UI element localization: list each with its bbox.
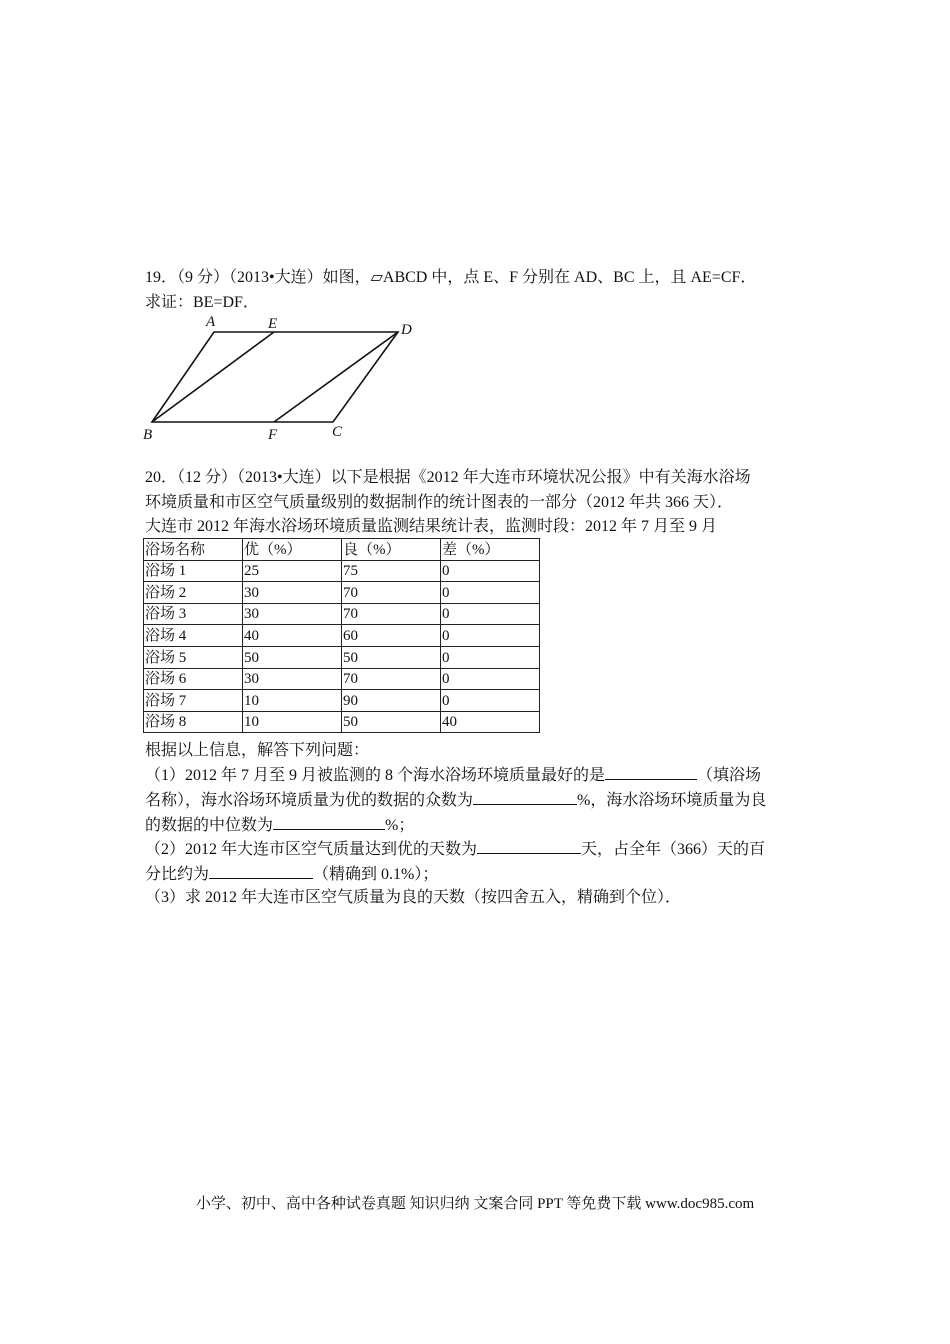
table-cell: 0: [441, 690, 540, 712]
table-cell: 0: [441, 625, 540, 647]
table-cell: 50: [342, 646, 441, 668]
q20-part1-text-e: 的数据的中位数为: [145, 817, 274, 834]
table-header-cell: 良（%）: [342, 539, 441, 561]
label-c: C: [332, 424, 343, 440]
q20-part2-line2: [145, 864, 438, 885]
table-cell: 30: [243, 582, 342, 604]
table-cell: 浴场 5: [144, 646, 243, 668]
table-cell: 浴场 3: [144, 603, 243, 625]
q20-intro: 根据以上信息，解答下列问题：: [145, 742, 370, 759]
table-cell: 70: [342, 668, 441, 690]
table-cell: 浴场 8: [144, 711, 243, 733]
table-cell: 50: [342, 711, 441, 733]
table-cell: 30: [243, 668, 342, 690]
table-cell: 60: [342, 625, 441, 647]
table-cell: 浴场 2: [144, 582, 243, 604]
label-d: D: [401, 322, 412, 338]
table-row: [144, 603, 540, 625]
table-cell: 0: [441, 560, 540, 582]
footer-watermark-text: 小学、初中、高中各种试卷真题 知识归纳 文案合同 PPT 等免费下载 www.doc985.com: [195, 1196, 755, 1212]
answer-blank-best-beach[interactable]: [605, 765, 697, 780]
table-cell: 0: [441, 646, 540, 668]
table-title: 大连市 2012 年海水浴场环境质量监测结果统计表，监测时段：2012 年 7 月至 9 月: [145, 518, 718, 535]
label-b: B: [143, 427, 153, 443]
label-a: A: [206, 314, 216, 330]
table-cell: 10: [243, 711, 342, 733]
q20-part2-line1: [145, 839, 765, 860]
table-cell: 75: [342, 560, 441, 582]
label-e: E: [268, 316, 278, 332]
parallelogram-abcd: [152, 332, 398, 422]
q20-line-1: 20．（12 分）（2013•大连）以下是根据《2012 年大连市环境状况公报》中有关海水浴场: [145, 469, 751, 486]
table-row: [144, 711, 540, 733]
table-cell: 10: [243, 690, 342, 712]
table-cell: 0: [441, 582, 540, 604]
table-cell: 浴场 6: [144, 668, 243, 690]
table-row: [144, 690, 540, 712]
q20-part1-text-d: %，海水浴场环境质量为良: [577, 792, 767, 809]
q20-line-2: 环境质量和市区空气质量级别的数据制作的统计图表的一部分（2012 年共 366 天）．: [145, 494, 734, 511]
parallelogram-figure: [140, 312, 430, 444]
answer-blank-percentage[interactable]: [209, 864, 313, 879]
table-cell: 浴场 7: [144, 690, 243, 712]
answer-blank-excellent-days[interactable]: [477, 839, 581, 854]
parallelogram-lines: [152, 332, 398, 422]
q20-part1-text-a: （1）2012 年 7 月至 9 月被监测的 8 个海水浴场环境质量最好的是: [145, 767, 606, 784]
answer-blank-median[interactable]: [273, 815, 385, 830]
q20-part2-text-b: 天，占全年（366）天的百: [581, 841, 766, 858]
q20-part1-text-b: （填浴场: [697, 767, 762, 784]
table-cell: 0: [441, 668, 540, 690]
q20-part2-text-d: （精确到 0.1%）；: [313, 866, 439, 883]
table-header-cell: 优（%）: [243, 539, 342, 561]
q20-part1-text-c: 名称），海水浴场环境质量为优的数据的众数为: [145, 792, 474, 809]
table-header-cell: 浴场名称: [144, 539, 243, 561]
table-cell: 40: [243, 625, 342, 647]
table-cell: 0: [441, 603, 540, 625]
table-row: [144, 625, 540, 647]
q20-part1-line1: [145, 765, 761, 786]
q19-line-2: 求证：BE=DF．: [145, 294, 259, 311]
table-header-row: [144, 539, 540, 561]
q20-part2-text-a: （2）2012 年大连市区空气质量达到优的天数为: [145, 841, 478, 858]
table-row: [144, 646, 540, 668]
table-row: [144, 582, 540, 604]
table-cell: 90: [342, 690, 441, 712]
segment-be: [152, 332, 274, 422]
q20-part1-line3: [145, 815, 414, 836]
answer-blank-mode[interactable]: [473, 790, 577, 805]
beach-quality-table: [143, 538, 540, 733]
table-row: [144, 668, 540, 690]
segment-df: [274, 332, 398, 422]
table-cell: 浴场 1: [144, 560, 243, 582]
table-header-cell: 差（%）: [441, 539, 540, 561]
q20-part1-line2: [145, 790, 766, 811]
table-row: [144, 560, 540, 582]
table-cell: 50: [243, 646, 342, 668]
table-cell: 30: [243, 603, 342, 625]
table-cell: 70: [342, 603, 441, 625]
table-cell: 70: [342, 582, 441, 604]
q20-part1-text-f: %；: [385, 817, 415, 834]
table-cell: 浴场 4: [144, 625, 243, 647]
table-cell: 40: [441, 711, 540, 733]
table-cell: 25: [243, 560, 342, 582]
q20-part2-text-c: 分比约为: [145, 866, 210, 883]
label-f: F: [268, 427, 278, 443]
q20-part3: （3）求 2012 年大连市区空气质量为良的天数（按四舍五入，精确到个位）．: [145, 889, 682, 906]
q19-line-1: 19．（9 分）（2013•大连）如图，▱ABCD 中，点 E、F 分别在 AD、BC 上，且 AE=CF．: [145, 269, 757, 286]
